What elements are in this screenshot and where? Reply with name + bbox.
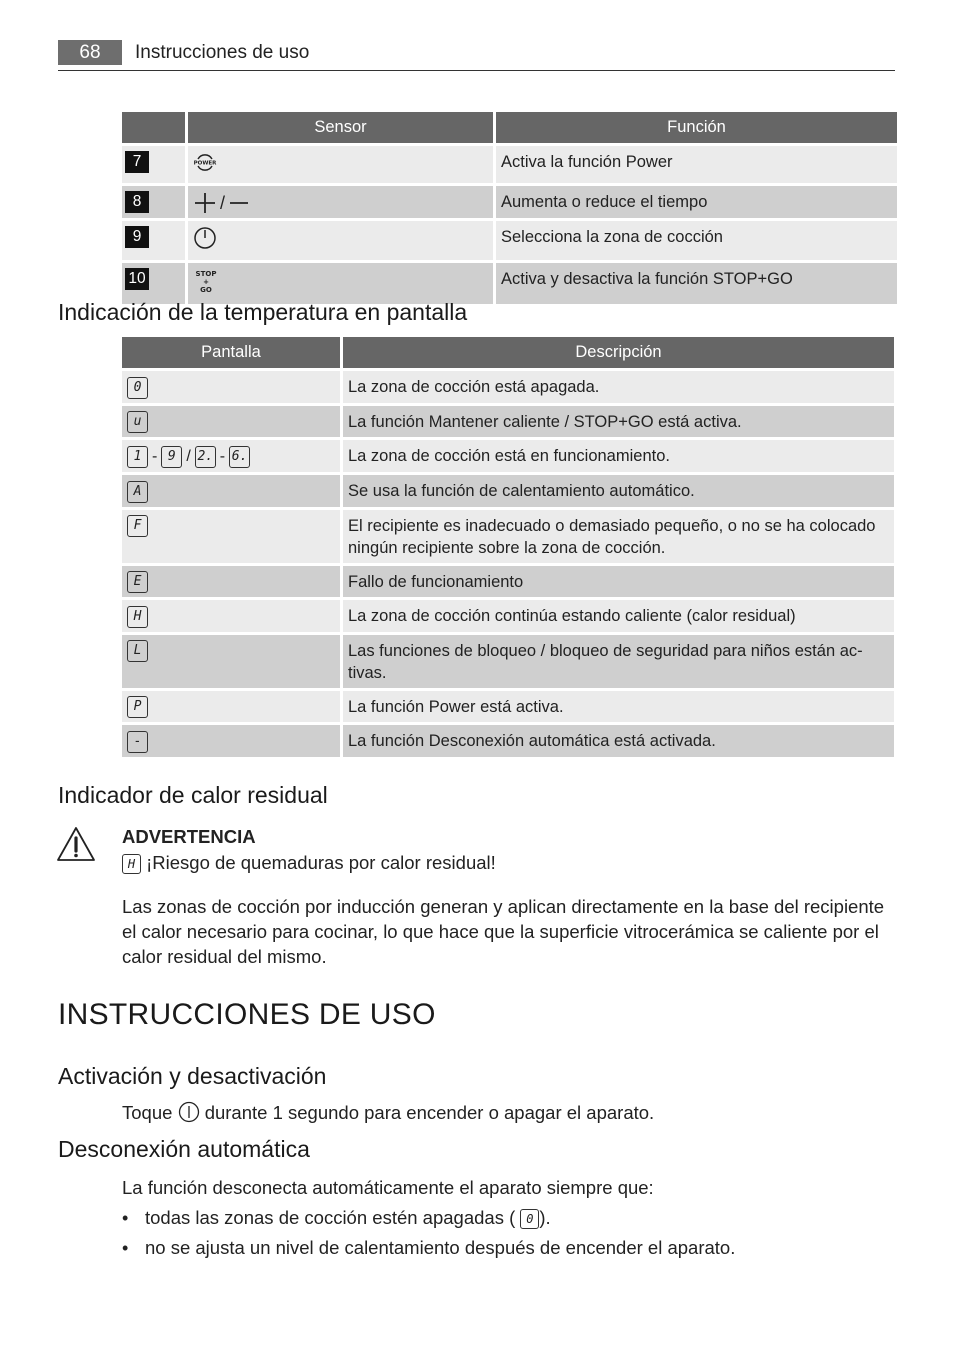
row-number: 7 [125,151,149,173]
residual-heat-symbol-icon: H [122,854,141,874]
auto-off-section-title: Desconexión automática [58,1136,310,1162]
description-cell: La función Desconexión automática está activada. [343,725,894,757]
display-symbol-icon: L [127,640,148,662]
description-cell: La función Power está activa. [343,691,894,723]
sensor-table [119,109,900,307]
activation-text-after: durante 1 segundo para encender o apagar el aparato. [204,1102,655,1123]
display-symbol-icon: 9 [161,446,182,468]
list-item [122,1235,735,1261]
row-number: 10 [125,268,149,290]
display-table-header [122,337,894,368]
header-rule [58,70,895,71]
table-row [122,475,894,507]
function-cell: Aumenta o reduce el tiempo [496,186,897,218]
warning-title: ADVERTENCIA [122,826,256,847]
plus-minus-separator: / [220,192,226,213]
stop-go-icon-go: GO [200,285,212,294]
list-item [122,1205,551,1231]
on-off-sensor-icon [178,1101,200,1129]
description-cell: El recipiente es inadecuado o demasiado pequeño, o no se ha colocado ningún recipiente sobre la zona de cocción. [343,510,894,563]
activation-text [122,1100,654,1129]
bullet-icon: • [122,1238,129,1258]
symbol-separator: - [219,447,226,465]
plus-icon [193,192,217,214]
warning-line [122,850,496,875]
residual-paragraph: Las zonas de cocción por inducción generan y aplican directamente en la base del recipiente el calor necesario para cocinar, lo que hace que la superficie vitrocerámica se caliente por el calor residual del mismo. [122,896,885,967]
table-row [122,691,894,723]
row-number: 9 [125,226,149,248]
display-symbol-icon: 0 [127,377,148,399]
description-cell: La función Mantener caliente / STOP+GO está activa. [343,406,894,438]
activation-section-title: Activación y desactivación [58,1063,327,1089]
display-symbol-icon: u [127,411,148,433]
stop-go-icon-stop: STOP [195,269,217,278]
header-display: Pantalla [122,337,340,368]
description-cell: La zona de cocción continúa estando caliente (calor residual) [343,600,894,632]
display-symbol-icon: H [127,606,148,628]
display-symbol-icon: 1 [127,446,148,468]
running-title: Instrucciones de uso [135,42,310,63]
table-row [122,566,894,598]
header-num [122,112,185,143]
display-symbol-icon: P [127,696,148,718]
timer-clock-icon [193,226,217,256]
bullet-text: no se ajusta un nivel de calentamiento después de encender el aparato. [145,1237,736,1258]
stop-go-icon [193,268,219,300]
table-row [122,635,894,688]
symbol-separator: / [186,447,191,465]
header-description: Descripción [343,337,894,368]
function-cell: Activa y desactiva la función STOP+GO [496,263,897,304]
plus-minus-icon [193,192,250,214]
function-cell: Activa la función Power [496,146,897,183]
row-number: 8 [125,191,149,213]
header-function: Función [496,112,897,143]
display-symbol-icon: 0 [520,1209,539,1229]
residual-section-title: Indicador de calor residual [58,782,328,808]
bullet-text-after: ). [539,1207,551,1228]
header-sensor: Sensor [188,112,493,143]
display-symbol-icon: E [127,571,148,593]
description-cell: Se usa la función de calentamiento automático. [343,475,894,507]
bullet-text-before: todas las zonas de cocción estén apagadas ( [145,1207,516,1228]
table-row [122,221,897,260]
display-section-title: Indicación de la temperatura en pantalla [58,299,468,325]
bullet-icon: • [122,1208,129,1228]
table-row [122,186,897,218]
main-title: INSTRUCCIONES DE USO [58,998,436,1031]
activation-text-before: Toque [122,1102,173,1123]
table-row [122,725,894,757]
symbol-separator: - [152,447,158,465]
table-row [122,406,894,438]
stop-go-icon-plus: + [203,277,209,286]
sensor-table-header [122,112,897,143]
warning-text: ¡Riesgo de quemaduras por calor residual! [146,852,496,873]
power-icon [193,151,217,179]
display-symbol-icon: 6. [229,446,250,468]
power-icon-label: POWER [193,160,217,167]
auto-off-intro: La función desconecta automáticamente el aparato siempre que: [122,1177,654,1198]
description-cell: La zona de cocción está apagada. [343,371,894,403]
table-row [122,600,894,632]
display-symbol-icon: - [127,731,148,753]
display-symbol-icon: F [127,515,148,537]
table-row [122,263,897,304]
display-table [119,334,897,760]
description-cell: Las funciones de bloqueo / bloqueo de seguridad para niños están ac-tivas. [343,635,894,688]
function-cell: Selecciona la zona de cocción [496,221,897,260]
table-row [122,146,897,183]
warning-triangle-icon [56,826,96,867]
page-number: 68 [58,40,122,65]
display-symbol-icon: 2. [195,446,216,468]
table-row [122,440,894,472]
description-cell: Fallo de funcionamiento [343,566,894,598]
table-row [122,510,894,563]
display-symbol-icon: A [127,481,148,503]
table-row [122,371,894,403]
minus-icon [228,192,250,214]
description-cell: La zona de cocción está en funcionamiento. [343,440,894,472]
